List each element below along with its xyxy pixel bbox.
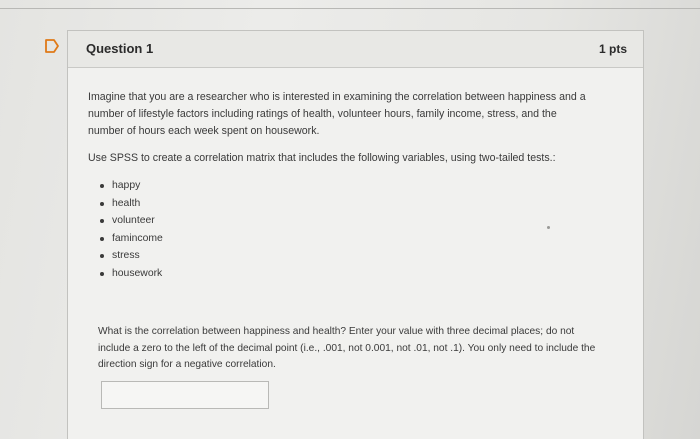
list-item: famincome	[100, 230, 588, 248]
top-divider	[0, 8, 700, 9]
variable-list	[88, 177, 588, 283]
question-card	[67, 30, 644, 439]
stray-dot	[547, 226, 550, 229]
question-intro: Imagine that you are a researcher who is interested in examining the correlation between happiness and a number of lifestyle factors including ratings of health, volunteer hours, family income, stress, and the number of hours each week spent on housework.	[88, 91, 586, 137]
list-item: health	[100, 195, 588, 213]
flag-question-icon[interactable]	[44, 38, 60, 54]
question-prompt: What is the correlation between happiness and health? Enter your value with three decimal places; do not include a zero to the left of the decimal point (i.e., .001, not 0.001, not .01, not .1). You only need to include the direction sign for a negative correlation.	[98, 326, 596, 371]
list-item: stress	[100, 247, 588, 265]
question-body	[88, 89, 588, 283]
list-item: happy	[100, 177, 588, 195]
list-item: volunteer	[100, 212, 588, 230]
answer-input[interactable]	[101, 381, 269, 409]
question-instruction: Use SPSS to create a correlation matrix that includes the following variables, using two-tailed tests.:	[88, 152, 556, 164]
question-points: 1 pts	[598, 42, 627, 56]
question-title: Question 1	[86, 41, 154, 56]
list-item: housework	[100, 265, 588, 283]
question-header	[68, 31, 643, 68]
